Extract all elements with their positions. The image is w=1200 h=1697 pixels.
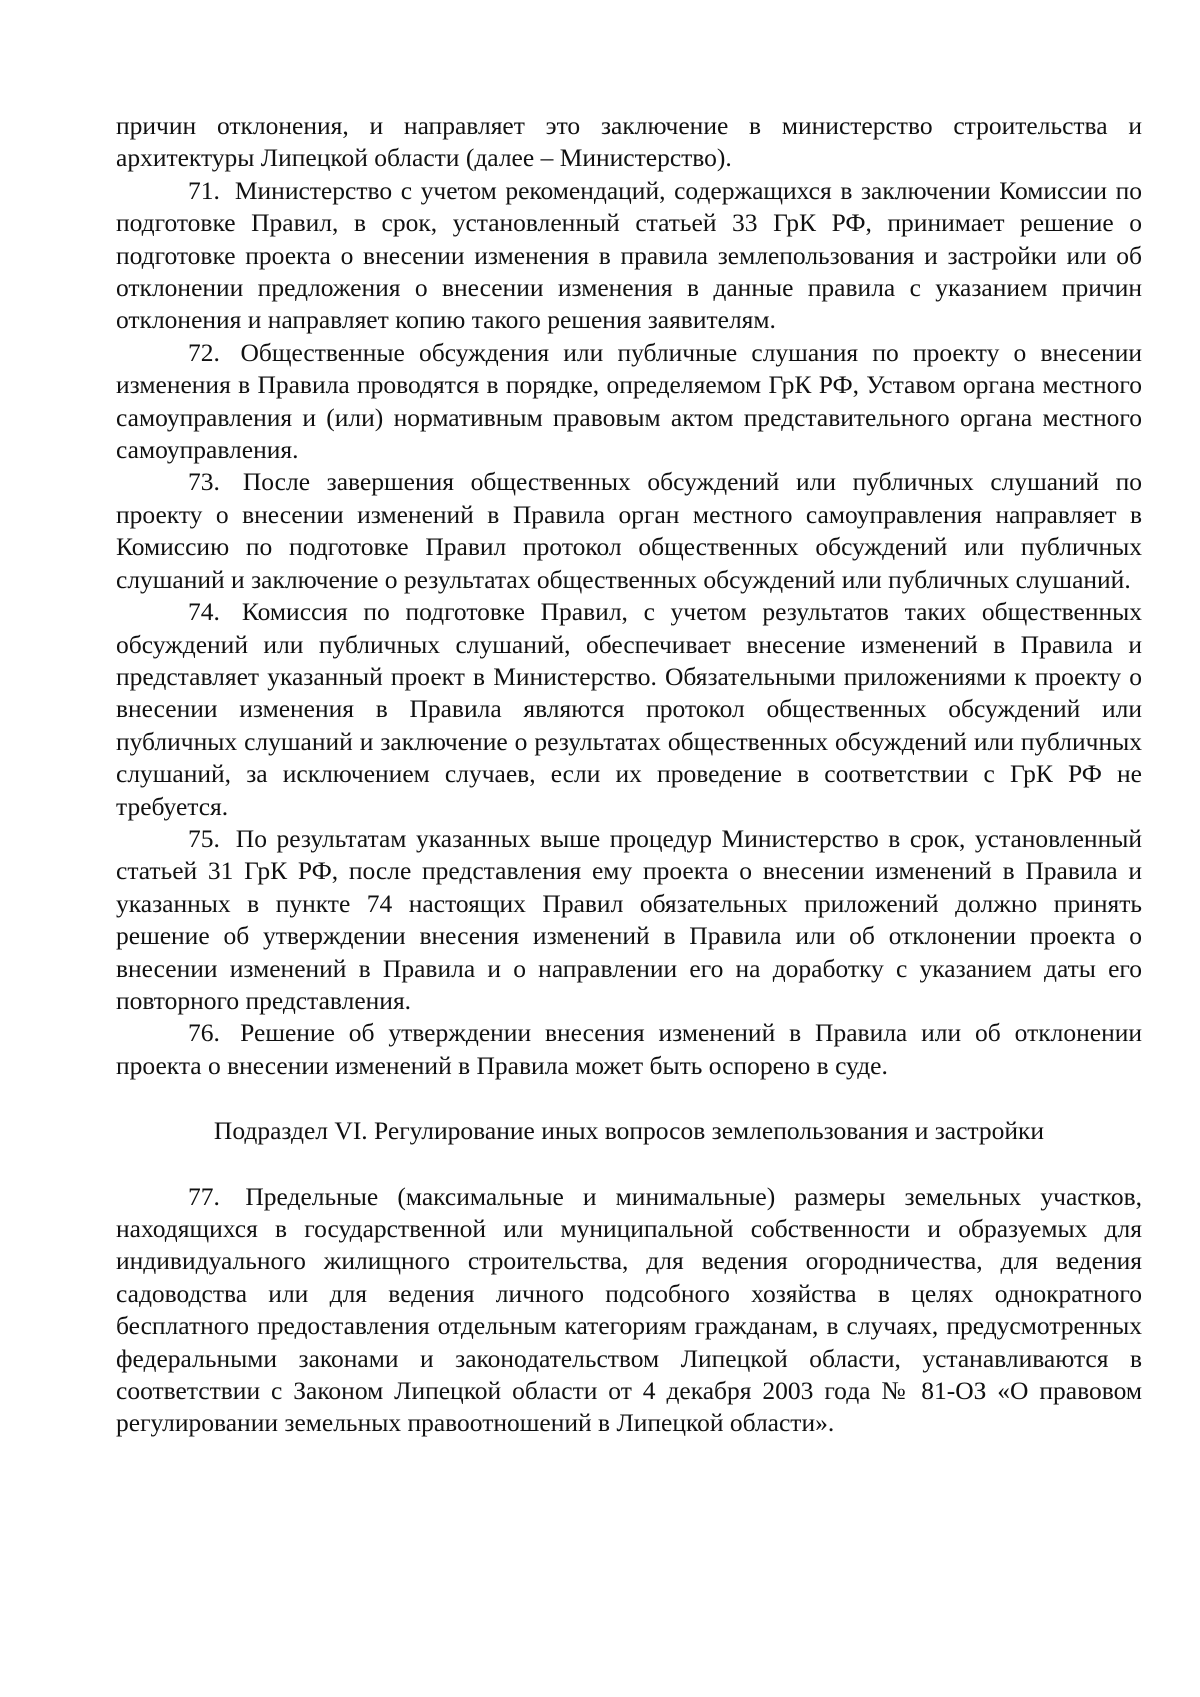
paragraph-text: Общественные обсуждения или публичные слушания по проекту о внесении изменения в Правила проводятся в порядке, определяемом ГрК РФ, Уставом органа местного самоуправления и (или) нормативным правовым актом представительного органа местного самоуправления.	[116, 337, 1142, 465]
paragraph-75	[116, 823, 1142, 1017]
paragraph-77	[116, 1181, 1142, 1440]
paragraph-number: 74.	[188, 597, 220, 627]
paragraph-number: 71.	[188, 175, 220, 205]
paragraph-text: Комиссия по подготовке Правил, с учетом результатов таких общественных обсуждений или публичных слушаний, обеспечивает внесение изменений в Правила и представляет указанный проект в Министерство. Обязательными приложениями к проекту о внесении изменения в Правила являются протокол общественных обсуждений или публичных слушаний и заключение о результатах общественных обсуждений или публичных слушаний, за исключением случаев, если их проведение в соответствии с ГрК РФ не требуется.	[116, 597, 1143, 821]
paragraph-text: После завершения общественных обсуждений или публичных слушаний по проекту о внесении изменений в Правила орган местного самоуправления направляет в Комиссию по подготовке Правил протокол общественных обсуждений или публичных слушаний и заключение о результатах общественных обсуждений или публичных слушаний.	[116, 467, 1143, 594]
paragraph-76	[116, 1017, 1142, 1082]
paragraph-73	[116, 466, 1142, 596]
paragraph-71	[116, 175, 1142, 337]
paragraph-74	[116, 596, 1142, 823]
subsection-title: Подраздел VI. Регулирование иных вопросов землепользования и застройки	[213, 1116, 1045, 1146]
paragraph-text: Министерство с учетом рекомендаций, содержащихся в заключении Комиссии по подготовке Правил, в срок, установленный статьей 33 ГрК РФ, принимает решение о подготовке проекта о внесении изменения в правила землепользования и застройки или об отклонении предложения о внесении изменения в данные правила с указанием причин отклонения и направляет копию такого решения заявителям.	[116, 175, 1142, 335]
paragraph-number: 77.	[188, 1181, 220, 1211]
document-page	[116, 110, 1142, 1440]
paragraph-number: 75.	[188, 823, 220, 853]
continuation-paragraph: причин отклонения, и направляет это заключение в министерство строительства и архитектуры Липецкой области (далее – Министерство).	[116, 111, 1142, 173]
paragraph-number: 76.	[188, 1018, 220, 1048]
paragraph-text: По результатам указанных выше процедур Министерство в срок, установленный статьей 31 ГрК РФ, после представления ему проекта о внесении изменений в Правила и указанных в пункте 74 настоящих Правил обязательных приложений должно принять решение об утверждении внесения изменений в Правила или об отклонении проекта о внесении изменений в Правила и о направлении его на доработку с указанием даты его повторного представления.	[116, 823, 1142, 1015]
paragraph-text: Решение об утверждении внесения изменений в Правила или об отклонении проекта о внесении изменений в Правила может быть оспорено в суде.	[116, 1018, 1143, 1080]
paragraph-number: 73.	[188, 467, 220, 497]
paragraph-number: 72.	[188, 337, 220, 367]
paragraph-text: Предельные (максимальные и минимальные) размеры земельных участков, находящихся в государственной или муниципальной собственности и образуемых для индивидуального жилищного строительства, для ведения огородничества, для ведения садоводства или для ведения личного подсобного хозяйства в целях однократного бесплатного предоставления отдельным категориям гражданам, в случаях, предусмотренных федеральными законами и законодательством Липецкой области, устанавливаются в соответствии с Законом Липецкой области от 4 декабря 2003 года № 81-ОЗ «О правовом регулировании земельных правоотношений в Липецкой области».	[116, 1181, 1142, 1438]
paragraph-72	[116, 337, 1142, 467]
